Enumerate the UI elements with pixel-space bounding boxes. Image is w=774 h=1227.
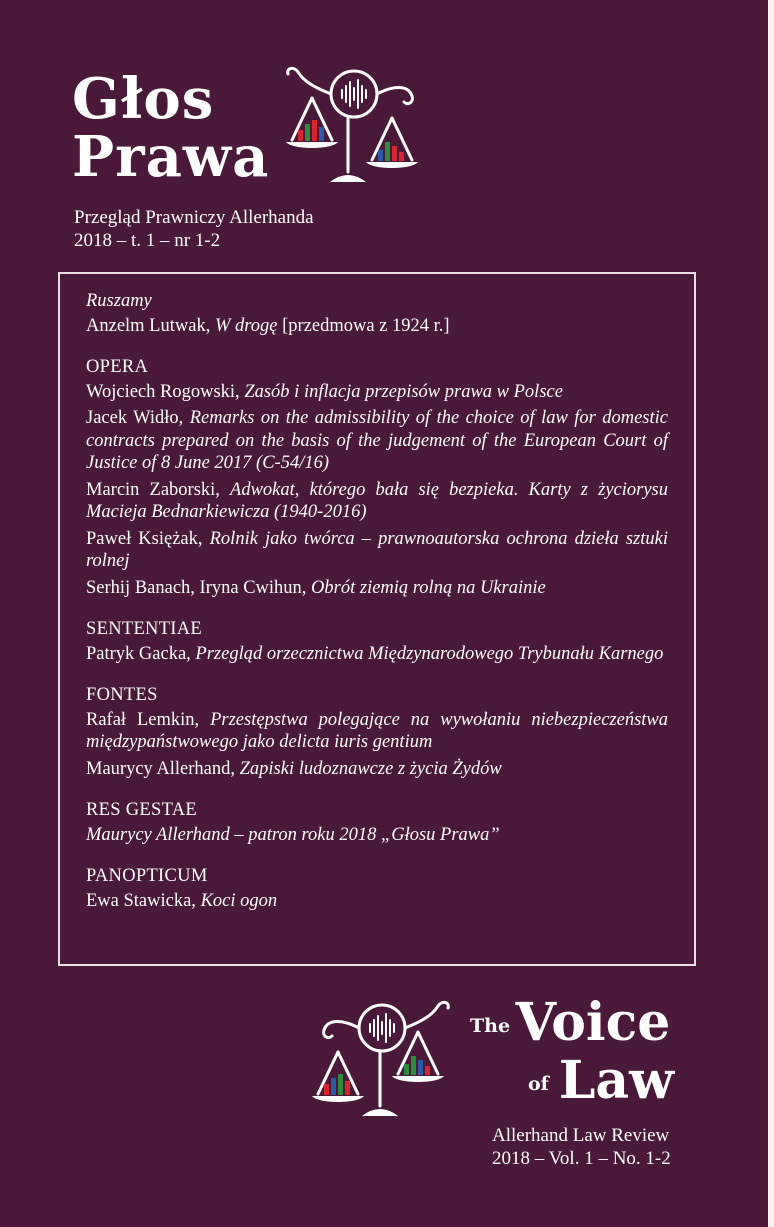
toc-entry-author: Marcin Zaborski, — [86, 479, 231, 500]
issue-pl: 2018 – t. 1 – nr 1-2 — [74, 230, 221, 251]
title-pl-line1: Głos — [72, 66, 215, 132]
toc-entry-author: Maurycy Allerhand, — [86, 758, 240, 779]
title-en-law: Law — [558, 1050, 674, 1111]
toc-entry-title: Obrót ziemią rolną na Ukrainie — [311, 577, 546, 598]
toc-entry-title: Zasób i inflacja przepisów prawa w Polsce — [244, 381, 563, 402]
toc-entry — [86, 407, 668, 475]
toc-entry-title: Przestępstwa polegające na wywołaniu niebezpieczeństwa międzypaństwowego jako delicta iuris gentium — [86, 709, 668, 752]
toc-section-heading: PANOPTICUM — [86, 866, 208, 886]
toc-entry-title: Maurycy Allerhand – patron roku 2018 „Głosu Prawa” — [86, 824, 500, 845]
journal-subtitle-pl — [74, 206, 314, 252]
journal-title-pl — [72, 66, 270, 190]
toc-entry — [86, 890, 668, 913]
page-edge — [768, 0, 774, 1227]
toc-entry-author: Ewa Stawicka, — [86, 890, 201, 911]
toc-entry — [86, 643, 668, 666]
toc-entry-title: Adwokat, którego bała się bezpieka. Karty z życiorysu Macieja Bednarkiewicza (1940-2016) — [86, 479, 668, 522]
toc-entry — [86, 479, 668, 524]
toc-entry — [86, 709, 668, 754]
title-pl-line2: Prawa — [72, 124, 270, 190]
toc-entry-title: W drogę — [214, 315, 278, 336]
toc-entry-title: Rolnik jako twórca – prawnoautorska ochrona dzieła sztuki rolnej — [86, 528, 668, 571]
toc-entry — [86, 315, 668, 338]
toc-entry-author: Jacek Widło, — [86, 408, 190, 428]
toc-section-heading: OPERA — [86, 357, 149, 377]
title-en-the: The — [470, 1015, 511, 1037]
toc-entry-author: Rafał Lemkin, — [86, 709, 211, 730]
toc-section-heading: FONTES — [86, 685, 158, 705]
issue-en: 2018 – Vol. 1 – No. 1-2 — [492, 1148, 671, 1169]
toc-entry — [86, 528, 668, 573]
scales-of-justice-icon — [270, 60, 420, 190]
title-en-of: of — [528, 1073, 549, 1095]
toc-entry-title: Przegląd orzecznictwa Międzynarodowego Trybunału Karnego — [195, 643, 664, 664]
toc-entry-title: Remarks on the admissibility of the choice of law for domestic contracts prepared on the basis of the judgement of the European Court of Justice of 8 June 2017 (C-54/16) — [86, 408, 668, 473]
scales-of-justice-icon — [308, 994, 458, 1124]
toc-entry — [86, 824, 668, 847]
toc-entry-title: Koci ogon — [200, 890, 278, 911]
toc-entry-author: Anzelm Lutwak, — [86, 315, 215, 336]
title-en-line1 — [470, 992, 670, 1053]
subtitle-en-name: Allerhand Law Review — [492, 1125, 670, 1146]
toc-entry-title: Zapiski ludoznawcze z życia Żydów — [239, 758, 502, 779]
toc-entry-author: Serhij Banach, Iryna Cwihun, — [86, 577, 312, 598]
toc-section-heading: RES GESTAE — [86, 800, 197, 820]
journal-subtitle-en — [492, 1124, 671, 1170]
title-en-voice: Voice — [515, 992, 671, 1053]
toc-entry — [86, 758, 668, 781]
toc-entry-author: Wojciech Rogowski, — [86, 381, 245, 402]
toc-entry-author: Paweł Księżak, — [86, 528, 210, 549]
toc-entry — [86, 577, 668, 600]
table-of-contents — [58, 272, 696, 966]
toc-entry-suffix: [przedmowa z 1924 r.] — [277, 315, 450, 336]
toc-entry-author: Patryk Gacka, — [86, 643, 196, 664]
toc-entry — [86, 381, 668, 404]
toc-intro-label: Ruszamy — [86, 291, 152, 311]
subtitle-pl-name: Przegląd Prawniczy Allerhanda — [74, 207, 314, 228]
title-en-line2 — [528, 1050, 674, 1111]
toc-section-heading: SENTENTIAE — [86, 619, 203, 639]
